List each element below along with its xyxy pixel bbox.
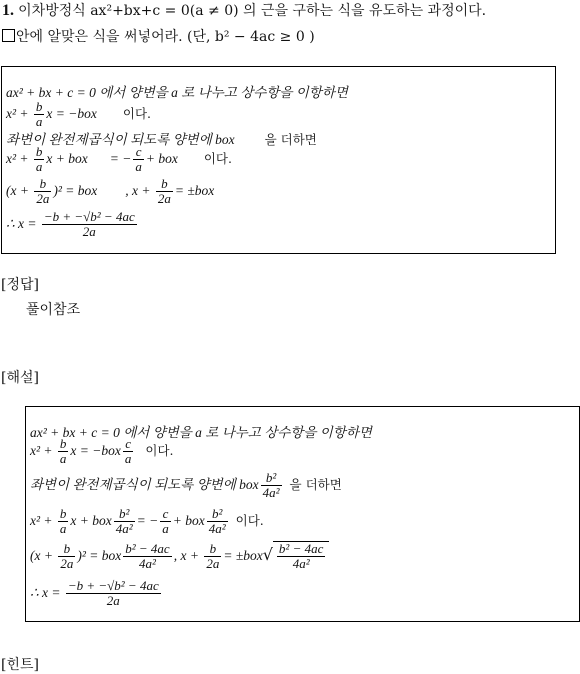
problem-box <box>1 66 556 254</box>
answer-label: [정답] <box>1 277 39 293</box>
explanation-label: [해설] <box>1 370 39 386</box>
problem-line-2: x² + $\frac{b}{a}$ x = −box 이다. <box>6 99 151 129</box>
problem-line-1: ax² + bx + c = 0 에서 양변을 a 로 나누고 상수항을 이항하면 <box>6 85 348 100</box>
hint-label: [힌트] <box>1 657 39 673</box>
question-text-2: 안에 알맞은 식을 써넣어라. (단, b² − 4ac ≥ 0 ) <box>16 29 315 45</box>
problem-line-4: x² + $\frac{b}{a}$ x + box = − $\frac{c}{a}$ + box 이다. <box>6 144 232 174</box>
explanation-line-5: (x + $\frac{b}{2a}$ )² = box $\frac{\text{b² − 4ac}}{\text{4a²}}$ , x + $\frac{b}{2a}$ = ±box√ $\frac{\text{b² − 4ac}}{\text{4a²}}$ <box>30 541 329 571</box>
explanation-box <box>25 406 580 622</box>
question-number: 1. <box>2 2 14 19</box>
blank-square-icon <box>2 29 15 42</box>
question-text-1: 이차방정식 ax²+bx+c = 0(a ≠ 0) 의 근을 구하는 식을 유도하는 과정이다. <box>18 3 487 19</box>
explanation-line-4: x² + $\frac{b}{a}$ x + box $\frac{\text{b²}}{\text{4a²}}$ = − $\frac{c}{a}$ + box $\frac{\text{b²}}{\text{4a²}}$ 이다. <box>30 506 264 536</box>
answer-text: 풀이참조 <box>26 302 81 318</box>
problem-line-6: ∴ x = $\frac{\text{−b + −√b² − 4ac}}{2a}$ <box>6 209 135 239</box>
question-line-2 <box>2 26 315 46</box>
explanation-line-3: 좌변이 완전제곱식이 되도록 양변에 box $\frac{\text{b²}}{\text{4a²}}$ 을 더하면 <box>30 470 342 500</box>
sqrt-symbol: √ <box>262 545 273 564</box>
explanation-line-6: ∴ x = $\frac{\text{−b + −√b² − 4ac}}{2a}$ <box>30 578 159 608</box>
explanation-line-2: x² + $\frac{b}{a}$ x = −box $\frac{c}{a}$ 이다. <box>30 436 174 466</box>
explanation-line-1: ax² + bx + c = 0 에서 양변을 a 로 나누고 상수항을 이항하면 <box>30 425 372 440</box>
question-line-1 <box>2 0 486 20</box>
problem-line-5: (x + $\frac{b}{2a}$ )² = box , x + $\frac{b}{2a}$ = ±box <box>6 176 215 206</box>
problem-line-3: 좌변이 완전제곱식이 되도록 양변에 box 을 더하면 <box>6 132 317 147</box>
